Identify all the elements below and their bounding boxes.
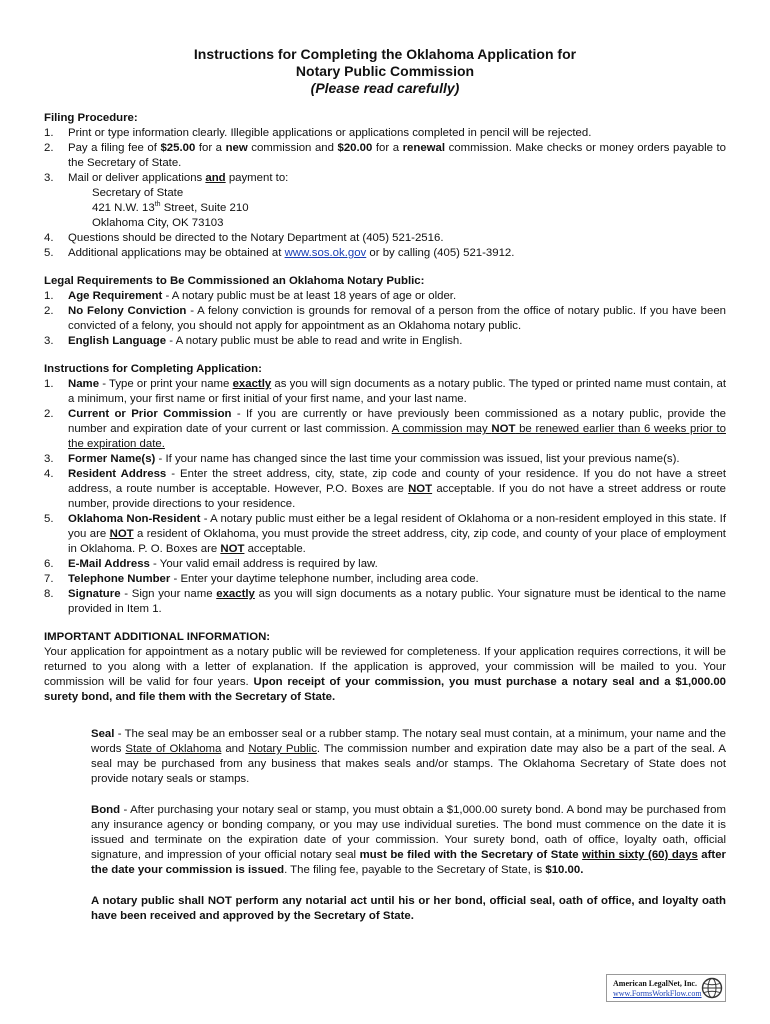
list-item: 5. Additional applications may be obtained at www.sos.ok.gov or by calling (405) 521-3912.	[44, 247, 515, 259]
filing-heading: Filing Procedure:	[44, 112, 138, 124]
list-item: 2. Pay a filing fee of $25.00 for a new commission and $20.00 for a renewal commission. Make checks or money orders payable to the Secretary of State.	[44, 142, 726, 169]
seal-paragraph: Seal - The seal may be an embosser seal or a rubber stamp. The notary seal must contain, at a minimum, your name and the words State of Oklahoma and Notary Public. The commission number and expiration date may also be a part of the seal. A seal may be purchased from any business that makes seals and/or stamps. The Oklahoma Secretary of State does not provide notary seals or stamps.	[91, 728, 726, 785]
list-item: 4. Resident Address - Enter the street address, city, state, zip code and county of your residence. If you do not have a street address, a route number is acceptable. However, P.O. Boxes are NOT acceptable. If you do not have a street address or route number, provide directions to your residence.	[44, 468, 726, 510]
list-item: 5. Oklahoma Non-Resident - A notary public must either be a legal resident of Oklahoma or a non-resident employed in this state. If you are NOT a resident of Oklahoma, you must provide the street address, city, zip code, and county of your place of employment in Oklahoma. P. O. Boxes are NOT acceptable.	[44, 513, 727, 555]
title-line-1: Instructions for Completing the Oklahoma Application for	[193, 46, 577, 62]
list-item: 7. Telephone Number - Enter your daytime telephone number, including area code.	[44, 573, 479, 585]
list-item: 8. Signature - Sign your name exactly as you will sign documents as a notary public. Your signature must be identical to the name provided in Item 1.	[44, 588, 726, 615]
list-item: 1. Name - Type or print your name exactly as you will sign documents as a notary public. The typed or printed name must contain, at a minimum, your first name or first initial of your first name, and your last name.	[44, 378, 726, 405]
sos-website-link[interactable]: www.sos.ok.gov	[284, 247, 367, 259]
instructions-heading: Instructions for Completing Application:	[44, 363, 262, 375]
important-paragraph: Your application for appointment as a notary public will be reviewed for completeness. If your application requires corrections, it will be returned to you along with a letter of explanation. If the application is approved, your commission will be mailed to you. Your commission will be valid for four years. Upon receipt of your commission, you must purchase a notary seal and a $1,000.00 surety bond, and file them with the Secretary of State.	[44, 646, 726, 703]
list-item: 6. E-Mail Address - Your valid email address is required by law.	[44, 558, 378, 570]
mailing-address: Secretary of State 421 N.W. 13th Street, Suite 210 Oklahoma City, OK 73103	[92, 187, 249, 229]
list-item: 2. Current or Prior Commission - If you are currently or have previously been commissioned as a notary public, provide the number and expiration date of your current or last commission. A commission may NOT be renewed earlier than 6 weeks prior to the expiration date.	[44, 408, 726, 450]
list-item: 3. Mail or deliver applications and payment to: Secretary of State 421 N.W. 13th Street, Suite 210 Oklahoma City, OK 73103	[44, 171, 726, 231]
filing-list	[44, 126, 726, 261]
instructions-list	[44, 377, 726, 617]
footer-company: American LegalNet, Inc.	[613, 979, 697, 988]
list-item: 1. Print or type information clearly. Illegible applications or applications completed in pencil will be rejected.	[44, 127, 592, 139]
document-title	[44, 46, 726, 97]
title-subtitle: (Please read carefully)	[310, 80, 460, 96]
list-item: 2. No Felony Conviction - A felony conviction is grounds for removal of a person from the office of notary public. If you have been convicted of a felony, you should not apply for appointment as an Oklahoma notary public.	[44, 305, 726, 332]
legal-list	[44, 289, 726, 349]
footer-branding	[606, 974, 726, 1002]
document-page	[44, 46, 726, 940]
globe-logo-icon	[701, 977, 723, 999]
list-item: 1. Age Requirement - A notary public must be at least 18 years of age or older.	[44, 290, 457, 302]
seal-bond-section	[91, 727, 726, 924]
list-item: 3. Former Name(s) - If your name has changed since the last time your commission was issued, list your previous name(s).	[44, 453, 680, 465]
legal-heading: Legal Requirements to Be Commissioned an Oklahoma Notary Public:	[44, 275, 425, 287]
final-warning: A notary public shall NOT perform any notarial act until his or her bond, official seal, oath of office, and loyalty oath have been received and approved by the Secretary of State.	[91, 895, 726, 922]
list-item: 3. English Language - A notary public must be able to read and write in English.	[44, 335, 463, 347]
important-heading: IMPORTANT ADDITIONAL INFORMATION:	[44, 631, 271, 643]
footer-url-link[interactable]: www.FormsWorkFlow.com	[613, 989, 702, 998]
list-item: 4. Questions should be directed to the Notary Department at (405) 521-2516.	[44, 232, 444, 244]
title-line-2: Notary Public Commission	[295, 63, 475, 79]
bond-paragraph: Bond - After purchasing your notary seal or stamp, you must obtain a $1,000.00 surety bond. A bond may be purchased from any insurance agency or bonding company, or you may use individual sureties. The bond must commence on the date it is issued and terminate on the expiration date of your commission. Your surety bond, oath of office, loyalty oath, official signature, and impression of your official notary seal must be filed with the Secretary of State within sixty (60) days after the date your commission is issued. The filing fee, payable to the Secretary of State, is $10.00.	[91, 804, 726, 876]
